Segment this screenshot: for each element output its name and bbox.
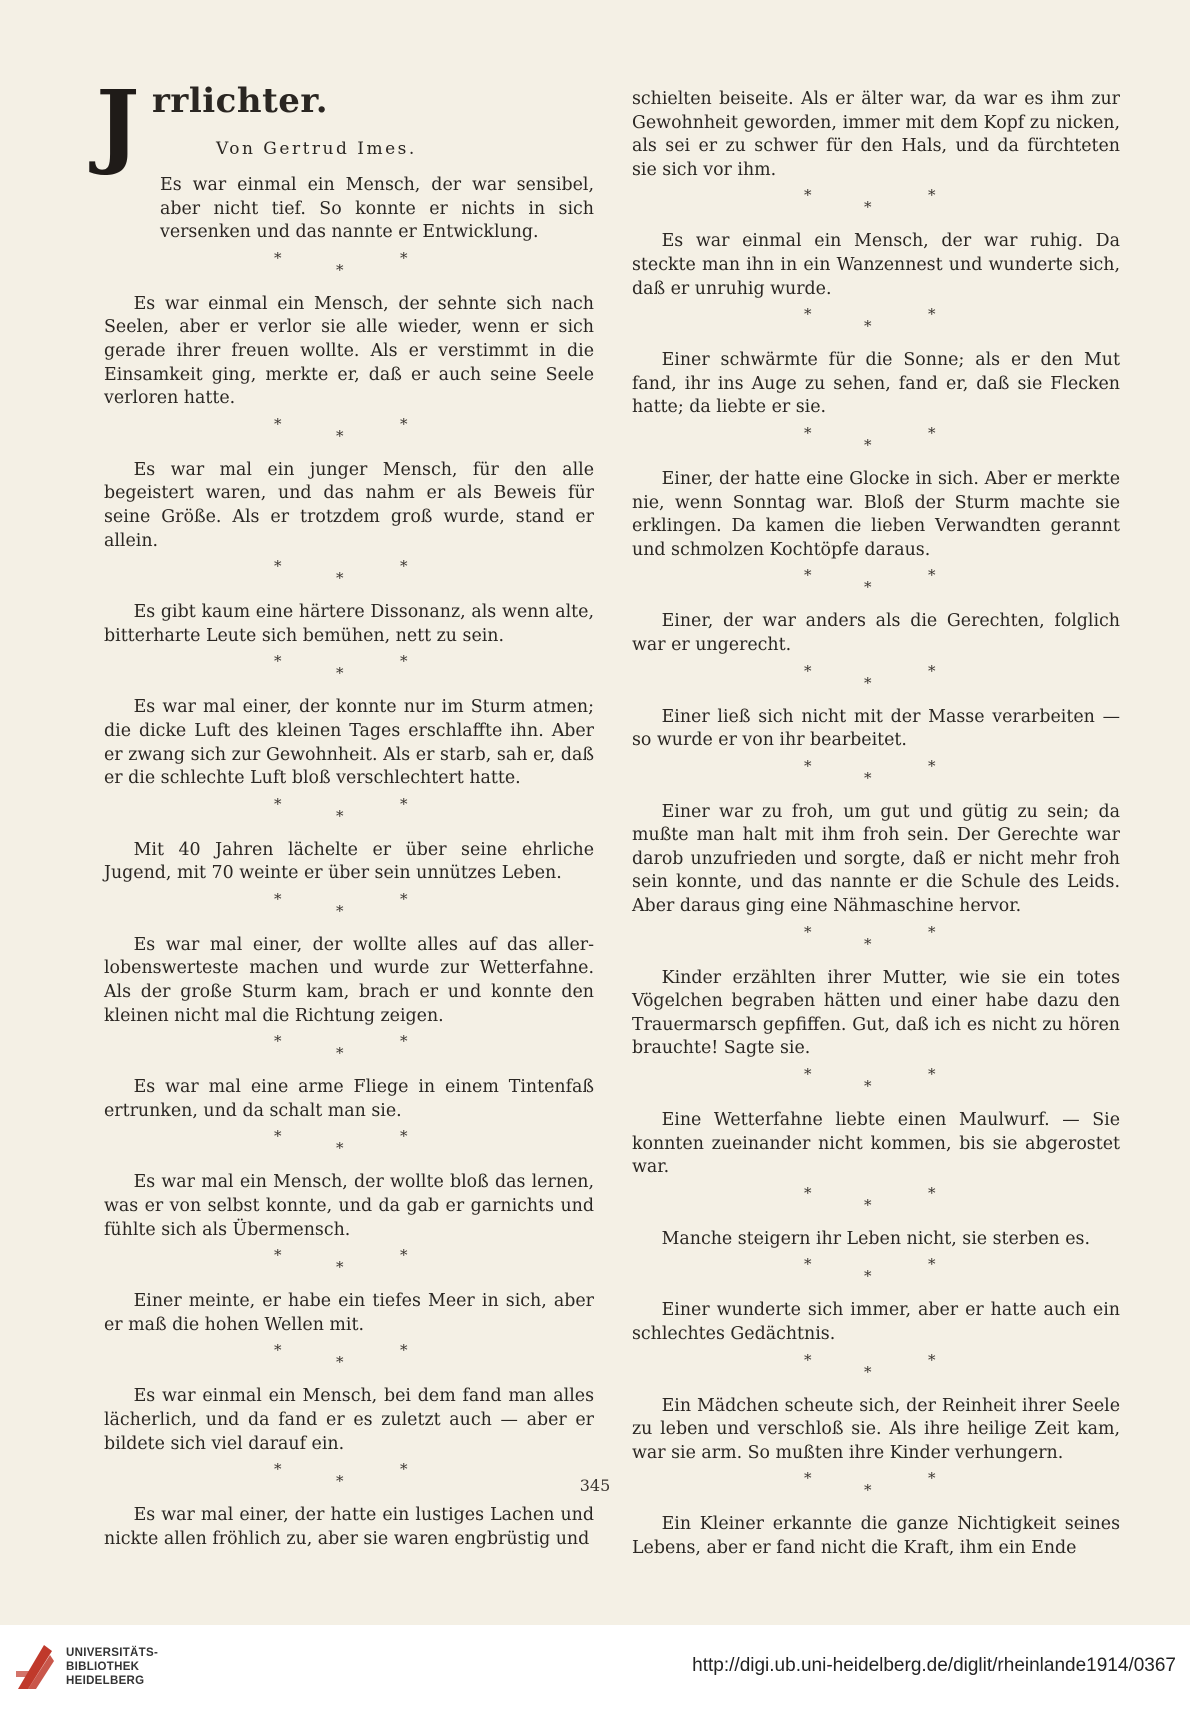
asterisk: *	[400, 652, 408, 671]
aphorism-paragraph: Es war einmal ein Mensch, der sehnte sich nach Seelen, aber er verlor sie alle wieder, wenn er sich gerade ihrer freuen wollte. Als er verstimmt in die Einsamkeit ging, merkte er, daß er auch seine Seele verloren hatte.	[104, 293, 594, 409]
aphorism-paragraph: Einer meinte, er habe ein tiefes Meer in sich, aber er maß die hohen Wellen mit.	[104, 1291, 594, 1335]
asterism-separator	[104, 795, 594, 829]
asterism-separator	[104, 1032, 594, 1066]
asterisk: *	[274, 1246, 282, 1265]
asterisk: *	[864, 768, 872, 787]
aphorism-paragraph: Ein Kleiner erkannte die ganze Nichtigkeit seines Lebens, aber er fand nicht die Kraft, ihm ein Ende	[632, 1514, 1120, 1558]
asterisk: *	[400, 1341, 408, 1360]
article-header	[96, 70, 594, 178]
asterisk: *	[804, 661, 812, 680]
asterisk: *	[274, 1032, 282, 1051]
footer-bar	[0, 1625, 1190, 1710]
asterisk: *	[400, 1246, 408, 1265]
aphorism-paragraph: Manche steigern ihr Leben nicht, sie sterben es.	[661, 1228, 1091, 1249]
asterisk: *	[336, 1353, 344, 1372]
aphorism-paragraph: Es war einmal ein Mensch, bei dem fand man alles lächerlich, und da fand er es zuletzt auch — aber er bildete sich viel darauf ein.	[104, 1386, 594, 1454]
asterisk: *	[336, 901, 344, 920]
asterisk: *	[336, 260, 344, 279]
aphorism-paragraph: Es war mal einer, der konnte nur im Sturm atmen; die dicke Luft des kleinen Tages erschlaffte ihn. Aber er zwang sich zur Gewohnheit. Als er starb, sah er, daß er die schlechte Luft bloß verschlechtert hatte.	[104, 697, 594, 789]
aphorism-paragraph: Es war mal ein junger Mensch, für den alle begeistert waren, und das nahm er als Beweis für seine Größe. Als er trotzdem groß wurde, stand er allein.	[104, 459, 594, 551]
aphorism-paragraph: Es war mal eine arme Fliege in einem Tintenfaß ertrunken, und da schalt man sie.	[104, 1077, 594, 1121]
asterisk: *	[400, 557, 408, 576]
asterism-separator	[104, 1127, 594, 1161]
asterisk: *	[864, 198, 872, 217]
asterisk: *	[864, 435, 872, 454]
asterisk: *	[804, 756, 812, 775]
aphorism-paragraph: Kinder erzählten ihrer Mutter, wie sie ein totes Vögelchen begraben hätten und einer habe dazu den Trauermarsch gepfiffen. Gut, daß ich es nicht zu hören brauchte! Sagte sie.	[632, 967, 1120, 1059]
asterisk: *	[864, 1362, 872, 1381]
asterism-separator	[104, 652, 594, 686]
asterisk: *	[336, 1472, 344, 1491]
asterisk: *	[336, 426, 344, 445]
asterism-separator	[632, 305, 1120, 339]
asterisk: *	[928, 1255, 936, 1274]
aphorism-paragraph: Einer schwärmte für die Sonne; als er den Mut fand, ihr ins Auge zu sehen, fand er, daß sie Flecken hatte; da liebte er sie.	[632, 350, 1120, 418]
asterisk: *	[274, 1460, 282, 1479]
asterisk: *	[864, 673, 872, 692]
aphorism-paragraph: Eine Wetterfahne liebte einen Maulwurf. — Sie konnten zueinander nicht kommen, bis sie abgerostet war.	[632, 1110, 1120, 1178]
asterisk: *	[336, 569, 344, 588]
library-name-line2: BIBLIOTHEK	[66, 1661, 140, 1673]
asterisk: *	[274, 652, 282, 671]
asterism-separator	[104, 890, 594, 924]
asterisk: *	[804, 1469, 812, 1488]
library-name-line3: HEIDELBERG	[66, 1675, 145, 1687]
asterisk: *	[400, 1460, 408, 1479]
asterisk: *	[928, 186, 936, 205]
asterisk: *	[400, 1127, 408, 1146]
asterisk: *	[400, 248, 408, 267]
aphorism-paragraph: Es war mal einer, der wollte alles auf das allerlobenswerteste machen und wurde zur Wetterfahne. Als der große Sturm kam, brach er und konnte den kleinen nicht mal die Richtung zeigen.	[104, 934, 594, 1026]
asterism-separator	[104, 415, 594, 449]
asterisk: *	[804, 1255, 812, 1274]
asterisk: *	[928, 423, 936, 442]
asterisk: *	[336, 1139, 344, 1158]
asterisk: *	[400, 794, 408, 813]
aphorism-paragraph: Es war einmal ein Mensch, der war ruhig. Da steckte man ihn in ein Wanzennest und wunderte sich, daß er unruhig wurde.	[632, 231, 1120, 299]
asterism-separator	[104, 1246, 594, 1280]
asterisk: *	[804, 922, 812, 941]
library-name-line1: UNIVERSITÄTS-	[66, 1647, 159, 1659]
asterisk: *	[928, 566, 936, 585]
aphorism-paragraph: Es war mal einer, der hatte ein lustiges Lachen und nickte allen fröhlich zu, aber sie waren engbrüstig und	[104, 1505, 594, 1549]
asterisk: *	[864, 934, 872, 953]
asterism-separator	[104, 1341, 594, 1375]
asterisk: *	[864, 317, 872, 336]
asterism-separator	[632, 186, 1120, 220]
aphorism-paragraph: Einer wunderte sich immer, aber er hatte auch ein schlechtes Gedächtnis.	[632, 1300, 1120, 1344]
asterisk: *	[400, 414, 408, 433]
aphorism-paragraph: Es war mal ein Mensch, der wollte bloß das lernen, was er von selbst konnte, und da gab er garnichts und fühlte sich als Übermensch.	[104, 1172, 594, 1240]
asterisk: *	[336, 1258, 344, 1277]
asterisk: *	[804, 566, 812, 585]
asterisk: *	[928, 922, 936, 941]
asterism-separator	[104, 249, 594, 283]
asterisk: *	[274, 794, 282, 813]
asterisk: *	[804, 1065, 812, 1084]
aphorism-paragraph: Einer war zu froh, um gut und gütig zu sein; da mußte man halt mit ihm froh sein. Der Gerechte war darob unzufrieden und sorgte, daß er nicht mehr froh sein konnte, und das nannte er die Schule des Leids. Aber daraus ging eine Nähmaschine hervor.	[632, 801, 1120, 917]
article-title: rrlichter.	[152, 81, 329, 121]
asterisk: *	[928, 1065, 936, 1084]
asterisk: *	[274, 414, 282, 433]
library-name	[66, 1646, 158, 1688]
aphorism-paragraph: Mit 40 Jahren lächelte er über seine ehrliche Jugend, mit 70 weinte er über sein unnützes Leben.	[104, 839, 594, 884]
asterisk: *	[864, 1077, 872, 1096]
asterisk: *	[400, 889, 408, 908]
left-column	[96, 70, 594, 1551]
asterisk: *	[928, 661, 936, 680]
asterisk: *	[336, 806, 344, 825]
library-logo-icon	[14, 1641, 56, 1693]
source-url-link[interactable]: http://digi.ub.uni-heidelberg.de/diglit/rheinlande1914/0367	[692, 1655, 1176, 1676]
asterism-separator	[632, 757, 1120, 791]
asterism-separator	[632, 1184, 1120, 1218]
asterisk: *	[336, 1044, 344, 1063]
asterisk: *	[864, 1481, 872, 1500]
asterisk: *	[864, 1195, 872, 1214]
asterisk: *	[336, 664, 344, 683]
asterisk: *	[864, 1267, 872, 1286]
asterisk: *	[274, 889, 282, 908]
asterism-separator	[632, 1255, 1120, 1289]
asterism-separator	[632, 1351, 1120, 1385]
aphorism-paragraph: Ein Mädchen scheute sich, der Reinheit ihrer Seele zu leben und verschloß sie. Als ihre heilige Zeit kam, war sie arm. So mußten ihre Kinder verhungern.	[632, 1395, 1120, 1463]
asterisk: *	[804, 305, 812, 324]
asterisk: *	[804, 186, 812, 205]
right-column	[632, 88, 1120, 1561]
drop-cap: J	[96, 70, 140, 178]
asterisk: *	[274, 1127, 282, 1146]
asterisk: *	[928, 305, 936, 324]
asterism-separator	[632, 424, 1120, 458]
asterism-separator	[632, 923, 1120, 957]
asterism-separator	[104, 557, 594, 591]
asterism-separator	[632, 1065, 1120, 1099]
aphorism-paragraph: schielten beiseite. Als er älter war, da war es ihm zur Gewohnheit geworden, immer mit dem Kopf zu nicken, als sei er zu schwer für den Hals, und da fürchteten sie sich vor ihm.	[632, 89, 1120, 180]
asterisk: *	[804, 423, 812, 442]
asterisk: *	[928, 1183, 936, 1202]
aphorism-paragraph: Einer, der war anders als die Gerechten, folglich war er ungerecht.	[632, 611, 1120, 655]
asterisk: *	[804, 1183, 812, 1202]
asterism-separator	[632, 566, 1120, 600]
asterisk: *	[274, 1341, 282, 1360]
aphorism-paragraph: Es gibt kaum eine härtere Dissonanz, als wenn alte, bitterharte Leute sich bemühen, nett zu sein.	[104, 602, 594, 646]
asterism-separator	[632, 662, 1120, 696]
aphorism-paragraph: Es war einmal ein Mensch, der war sensibel, aber nicht tief. So konnte er nichts in sich versenken und das nannte er Entwicklung.	[160, 175, 594, 243]
asterisk: *	[928, 756, 936, 775]
aphorism-paragraph: Einer ließ sich nicht mit der Masse verarbeiten — so wurde er von ihr bearbeitet.	[632, 706, 1120, 751]
article-byline: Von Gertrud Imes.	[216, 139, 417, 159]
asterisk: *	[928, 1469, 936, 1488]
page-number: 345	[579, 1476, 611, 1495]
asterisk: *	[864, 578, 872, 597]
asterisk: *	[274, 248, 282, 267]
aphorism-paragraph: Einer, der hatte eine Glocke in sich. Aber er merkte nie, wenn Sonntag war. Bloß der Sturm machte sie erklingen. Da kamen die lieben Verwandten gerannt und schmolzen Kochtöpfe daraus.	[632, 468, 1120, 560]
asterisk: *	[400, 1032, 408, 1051]
asterisk: *	[804, 1350, 812, 1369]
asterisk: *	[928, 1350, 936, 1369]
asterisk: *	[274, 557, 282, 576]
